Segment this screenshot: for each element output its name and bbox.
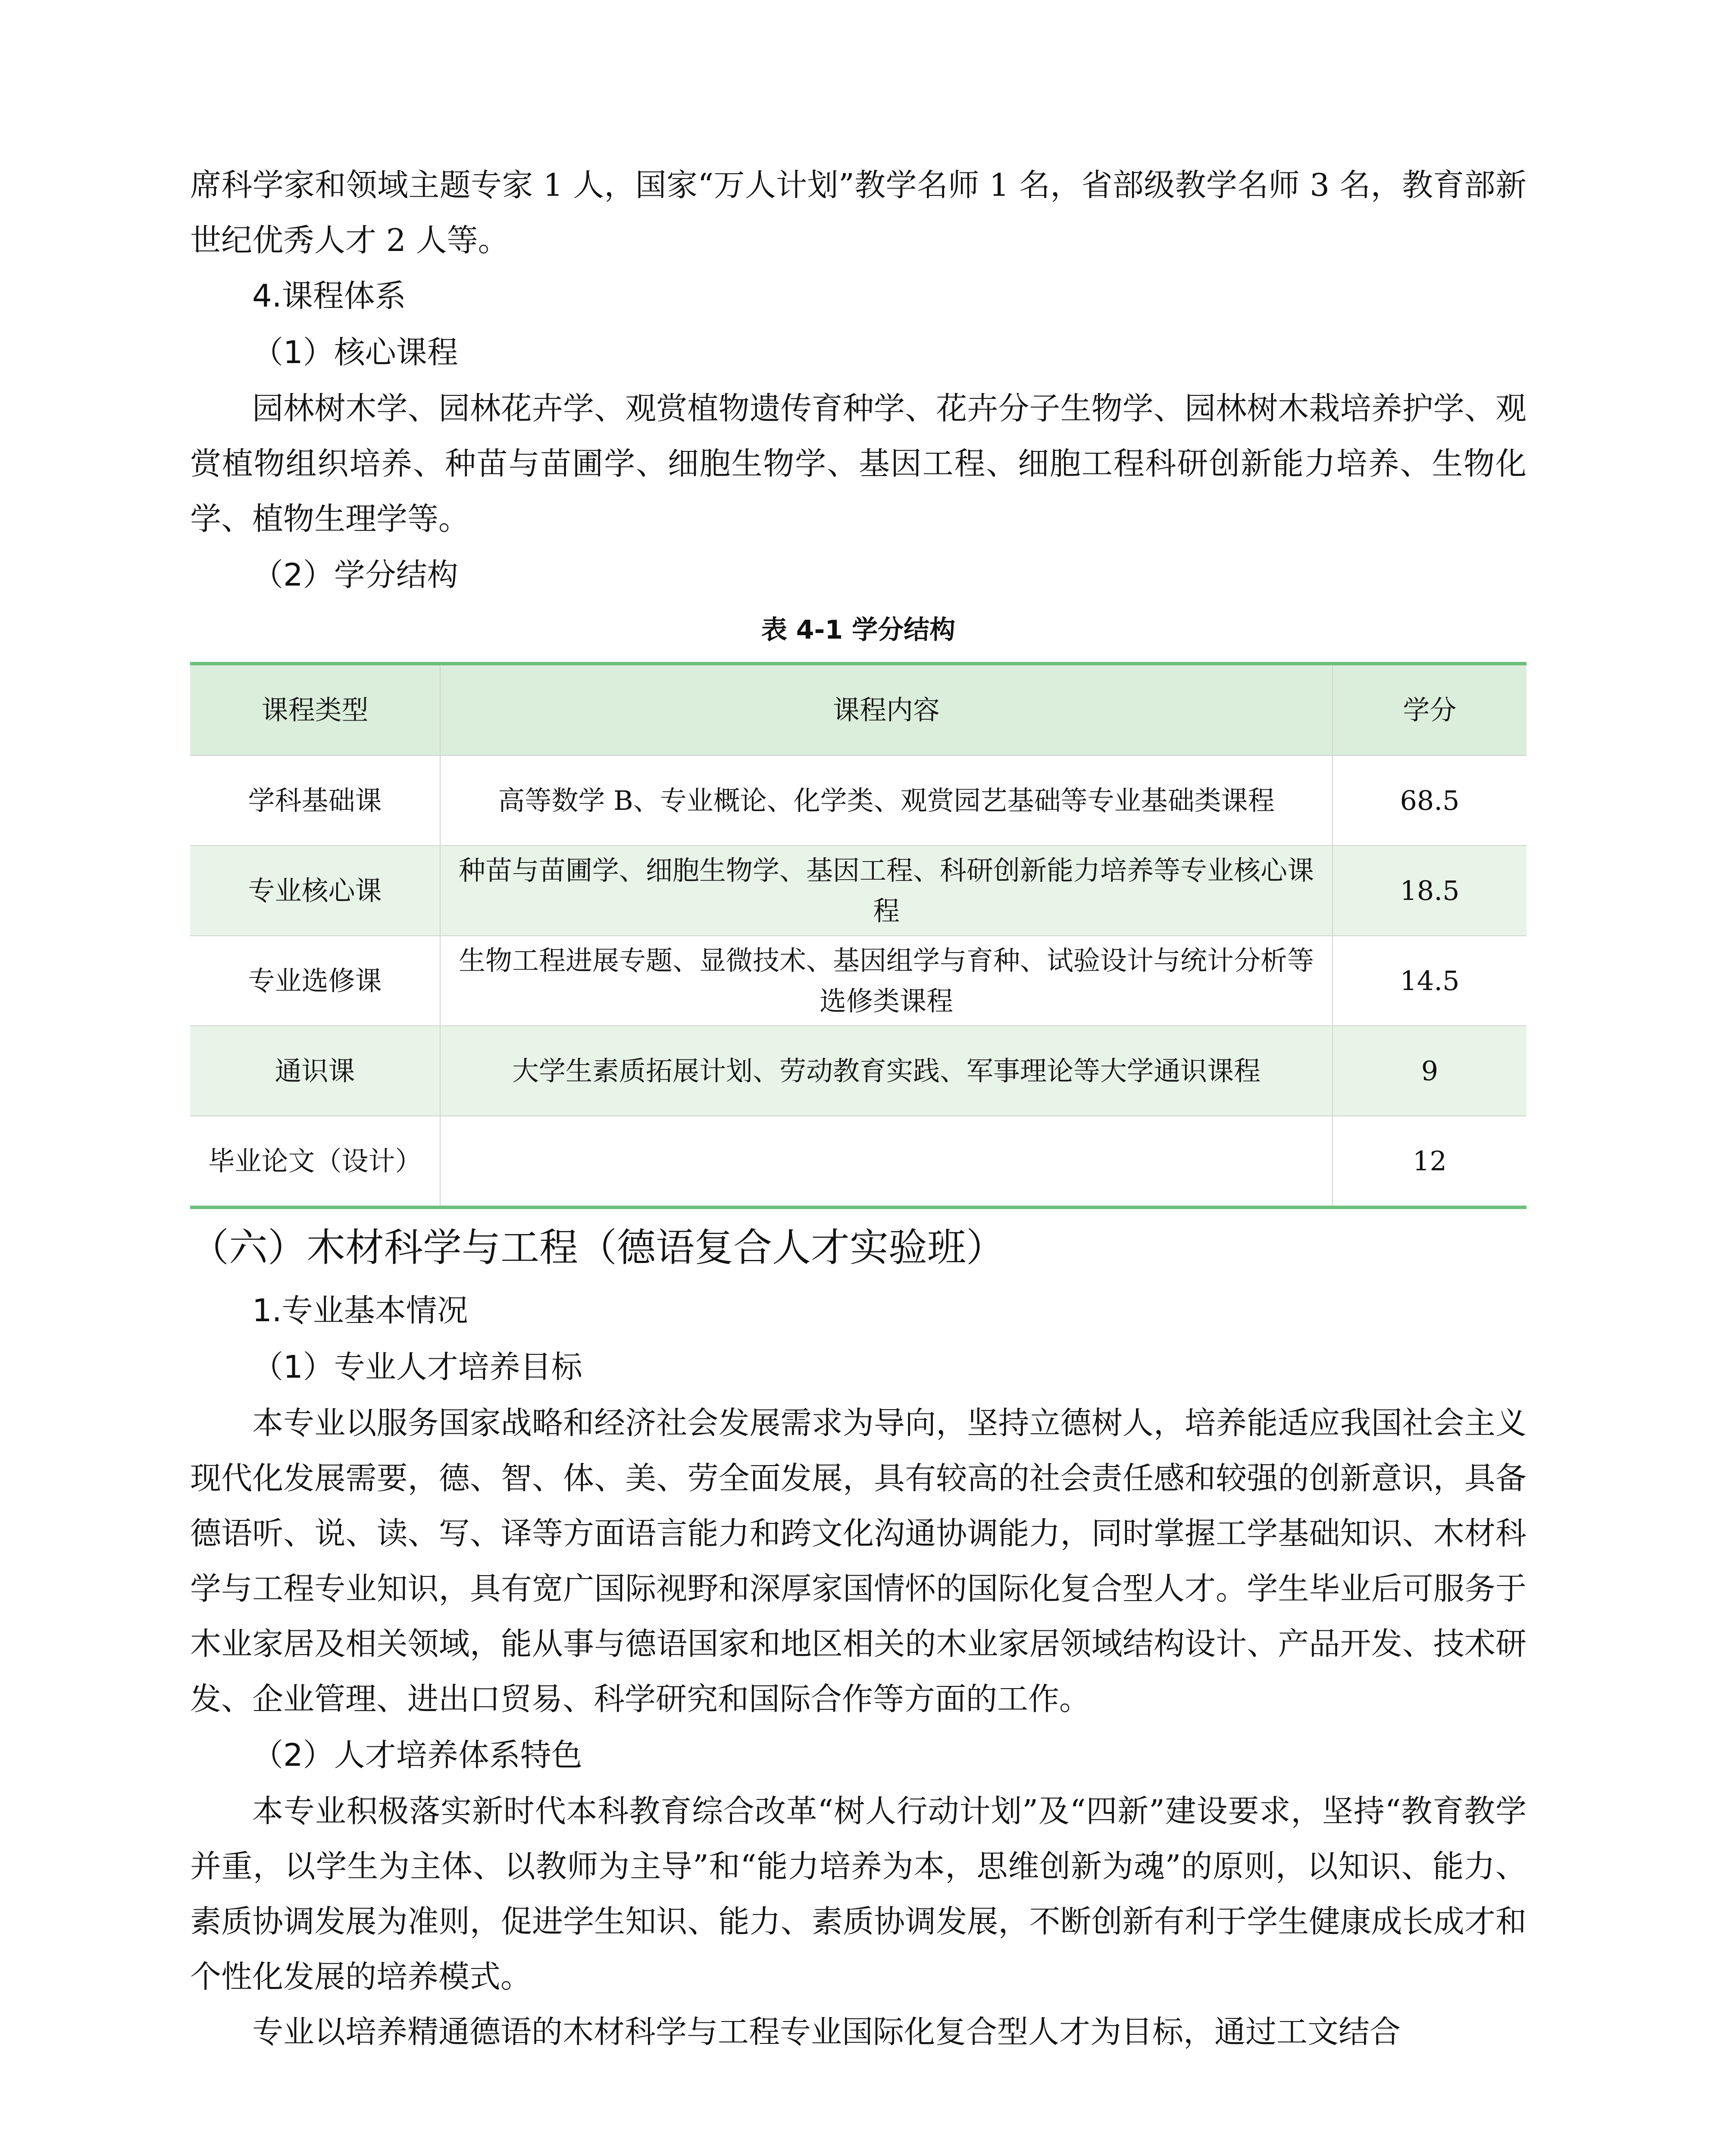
basic-info-heading: 1.专业基本情况 bbox=[252, 1292, 468, 1329]
cell-course-type: 学科基础课 bbox=[190, 755, 440, 846]
table-row bbox=[190, 1116, 1526, 1207]
table-row bbox=[190, 846, 1526, 936]
table-header-row bbox=[190, 664, 1526, 755]
credit-structure-heading: （2）学分结构 bbox=[252, 557, 458, 593]
page-content bbox=[190, 157, 1526, 2059]
cell-course-type: 通识课 bbox=[190, 1026, 440, 1116]
cell-credit: 68.5 bbox=[1333, 755, 1526, 846]
cell-credit: 18.5 bbox=[1333, 846, 1526, 936]
training-goal-paragraph: 本专业以服务国家战略和经济社会发展需求为导向，坚持立德树人，培养能适应我国社会主义现代化发展需要，德、智、体、美、劳全面发展，具有较高的社会责任感和较强的创新意识，具备德语听、说、读、写、译等方面语言能力和跨文化沟通协调能力，同时掌握工学基础知识、木材科学与工程专业知识，具有宽广国际视野和深厚家国情怀的国际化复合型人才。学生毕业后可服务于木业家居及相关领域，能从事与德语国家和地区相关的木业家居领域结构设计、产品开发、技术研发、企业管理、进出口贸易、科学研究和国际合作等方面的工作。 bbox=[190, 1405, 1526, 1717]
header-course-type: 课程类型 bbox=[190, 664, 440, 755]
section-4-heading: 4.课程体系 bbox=[252, 278, 406, 314]
header-course-content: 课程内容 bbox=[440, 664, 1333, 755]
core-courses-heading: （1）核心课程 bbox=[252, 334, 458, 370]
cell-course-type: 专业核心课 bbox=[190, 846, 440, 936]
cell-course-type: 毕业论文（设计） bbox=[190, 1116, 440, 1207]
training-feature-paragraph-2: 专业以培养精通德语的木材科学与工程专业国际化复合型人才为目标，通过工文结合 bbox=[252, 2014, 1401, 2050]
cell-credit: 14.5 bbox=[1333, 936, 1526, 1026]
cell-course-content: 种苗与苗圃学、细胞生物学、基因工程、科研创新能力培养等专业核心课程 bbox=[440, 846, 1333, 936]
table-row bbox=[190, 1026, 1526, 1116]
cell-course-type: 专业选修课 bbox=[190, 936, 440, 1026]
core-courses-paragraph: 园林树木学、园林花卉学、观赏植物遗传育种学、花卉分子生物学、园林树木栽培养护学、观赏植物组织培养、种苗与苗圃学、细胞生物学、基因工程、细胞工程科研创新能力培养、生物化学、植物生理学等。 bbox=[190, 390, 1526, 537]
credit-structure-table bbox=[190, 662, 1526, 1209]
cell-course-content: 大学生素质拓展计划、劳动教育实践、军事理论等大学通识课程 bbox=[440, 1026, 1333, 1116]
header-credit: 学分 bbox=[1333, 664, 1526, 755]
table-caption: 表 4-1 学分结构 bbox=[761, 615, 956, 645]
cell-course-content: 高等数学 B、专业概论、化学类、观赏园艺基础等专业基础类课程 bbox=[440, 755, 1333, 846]
table-row bbox=[190, 936, 1526, 1026]
training-feature-paragraph-1: 本专业积极落实新时代本科教育综合改革“树人行动计划”及“四新”建设要求，坚持“教育教学并重，以学生为主体、以教师为主导”和“能力培养为本，思维创新为魂”的原则，以知识、能力、素质协调发展为准则，促进学生知识、能力、素质协调发展，不断创新有利于学生健康成长成才和个性化发展的培养模式。 bbox=[190, 1793, 1526, 1995]
training-feature-heading: （2）人才培养体系特色 bbox=[252, 1737, 582, 1773]
intro-paragraph: 席科学家和领域主题专家 1 人，国家“万人计划”教学名师 1 名，省部级教学名师 3 名，教育部新世纪优秀人才 2 人等。 bbox=[190, 167, 1526, 258]
section-6-title: （六）木材科学与工程（德语复合人才实验班） bbox=[190, 1225, 1005, 1270]
training-goal-heading: （1）专业人才培养目标 bbox=[252, 1349, 582, 1385]
cell-course-content: 生物工程进展专题、显微技术、基因组学与育种、试验设计与统计分析等选修类课程 bbox=[440, 936, 1333, 1026]
cell-credit: 9 bbox=[1333, 1026, 1526, 1116]
cell-course-content bbox=[440, 1116, 1333, 1207]
cell-credit: 12 bbox=[1333, 1116, 1526, 1207]
table-row bbox=[190, 755, 1526, 846]
